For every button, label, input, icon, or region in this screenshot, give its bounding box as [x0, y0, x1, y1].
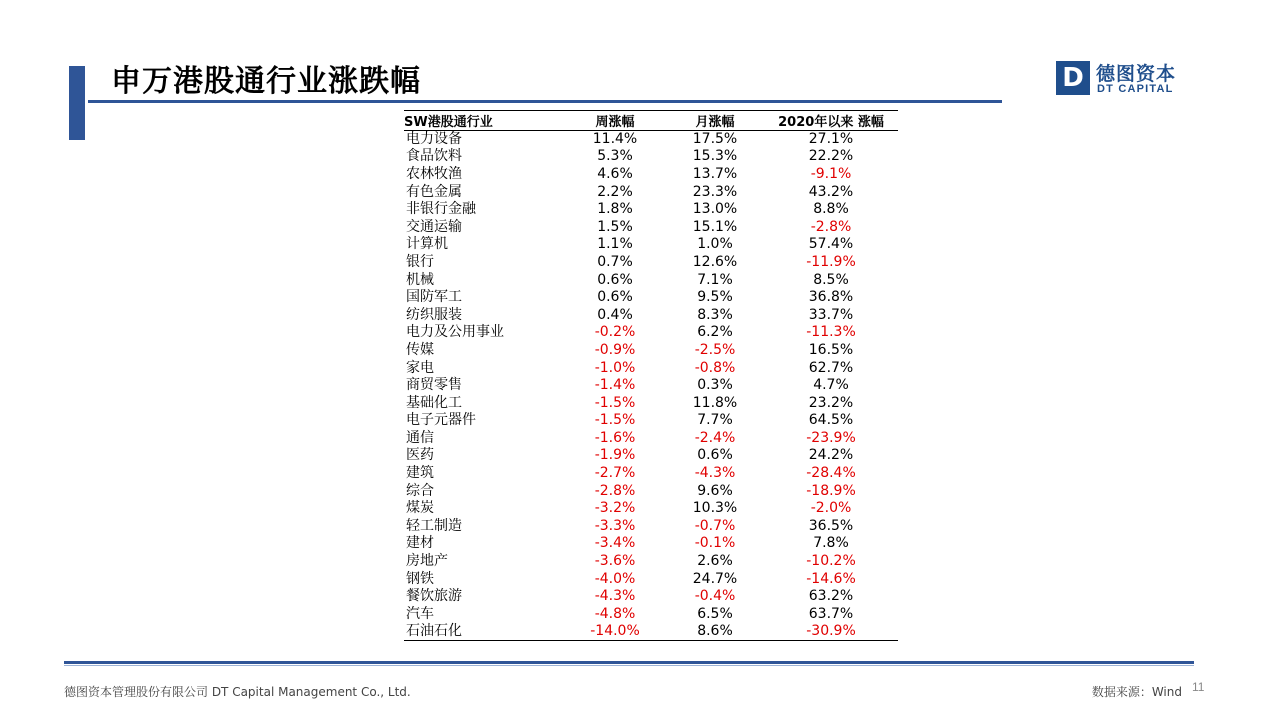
industry-name-cell: 计算机	[406, 236, 448, 253]
ytd-change-cell: -2.8%	[810, 218, 852, 235]
table-row	[404, 377, 898, 395]
ytd-change-cell: 64.5%	[808, 412, 854, 429]
ytd-change-cell: 27.1%	[808, 131, 854, 148]
monthly-change-cell: 8.3%	[697, 306, 733, 323]
table-row	[404, 131, 898, 149]
ytd-change-cell: 22.2%	[808, 148, 854, 165]
logo-mark-icon: D	[1056, 61, 1090, 95]
table-row	[404, 394, 898, 412]
monthly-change-cell: 13.0%	[692, 201, 738, 218]
industry-returns-table	[404, 110, 898, 641]
ytd-change-cell: 16.5%	[808, 341, 854, 358]
industry-name-cell: 家电	[406, 359, 434, 376]
monthly-change-cell: 15.1%	[692, 218, 738, 235]
ytd-change-cell: 36.5%	[808, 517, 854, 534]
industry-name-cell: 建材	[406, 535, 434, 552]
monthly-change-cell: 2.6%	[697, 553, 733, 570]
industry-name-cell: 煤炭	[406, 500, 434, 517]
monthly-change-cell: -4.3%	[694, 465, 736, 482]
table-row	[404, 201, 898, 219]
industry-name-cell: 电力及公用事业	[406, 324, 504, 341]
weekly-change-cell: 2.2%	[597, 183, 633, 200]
monthly-change-cell: -2.4%	[694, 429, 736, 446]
monthly-change-cell: 17.5%	[692, 131, 738, 148]
monthly-change-cell: 23.3%	[692, 183, 738, 200]
industry-name-cell: 通信	[406, 429, 434, 446]
monthly-change-cell: 7.1%	[697, 271, 733, 288]
industry-name-cell: 交通运输	[406, 218, 462, 235]
table-row	[404, 535, 898, 553]
weekly-change-cell: 5.3%	[597, 148, 633, 165]
monthly-change-cell: 0.6%	[697, 447, 733, 464]
industry-name-cell: 机械	[406, 271, 434, 288]
ytd-change-cell: 63.2%	[808, 588, 854, 605]
weekly-change-cell: -3.3%	[594, 517, 636, 534]
table-row	[404, 359, 898, 377]
weekly-change-cell: -14.0%	[564, 623, 666, 641]
industry-name-cell: 餐饮旅游	[406, 588, 462, 605]
monthly-change-cell: 0.3%	[697, 377, 733, 394]
monthly-change-cell: 11.8%	[692, 394, 738, 411]
weekly-change-cell: -3.6%	[594, 553, 636, 570]
table-row	[404, 166, 898, 184]
monthly-change-cell: 13.7%	[692, 165, 738, 182]
monthly-change-cell: 7.7%	[697, 412, 733, 429]
industry-name-cell: 电子元器件	[406, 412, 476, 429]
ytd-change-cell: -2.0%	[810, 500, 852, 517]
weekly-change-cell: -1.6%	[594, 429, 636, 446]
weekly-change-cell: -1.9%	[594, 447, 636, 464]
table-row	[404, 254, 898, 272]
table-row	[404, 148, 898, 166]
industry-name-cell: 传媒	[406, 341, 434, 358]
weekly-change-cell: 11.4%	[592, 131, 638, 148]
table-row	[404, 588, 898, 606]
ytd-change-cell: -9.1%	[810, 165, 852, 182]
monthly-change-cell: 6.2%	[697, 324, 733, 341]
table-row	[404, 553, 898, 571]
weekly-change-cell: 1.5%	[597, 218, 633, 235]
ytd-change-cell: 33.7%	[808, 306, 854, 323]
table-row	[404, 482, 898, 500]
industry-name-cell: 基础化工	[406, 394, 462, 411]
weekly-change-cell: -4.3%	[594, 588, 636, 605]
weekly-change-cell: 1.8%	[597, 201, 633, 218]
industry-name-cell: 钢铁	[406, 570, 434, 587]
table-row	[404, 324, 898, 342]
ytd-change-cell: 57.4%	[808, 236, 854, 253]
weekly-change-cell: -1.4%	[594, 377, 636, 394]
table-row	[404, 518, 898, 536]
industry-name-cell: 有色金属	[406, 183, 462, 200]
monthly-change-cell: -0.4%	[694, 588, 736, 605]
monthly-change-cell: -0.7%	[694, 517, 736, 534]
weekly-change-cell: 0.7%	[597, 253, 633, 270]
weekly-change-cell: 0.6%	[597, 271, 633, 288]
industry-name-cell: 石油石化	[404, 623, 564, 641]
weekly-change-cell: -0.2%	[594, 324, 636, 341]
weekly-change-cell: -3.4%	[594, 535, 636, 552]
industry-name-cell: 银行	[406, 253, 434, 270]
ytd-change-cell: 36.8%	[808, 289, 854, 306]
weekly-change-cell: 0.6%	[597, 289, 633, 306]
table-row	[404, 465, 898, 483]
ytd-change-cell: -10.2%	[806, 553, 856, 570]
ytd-change-cell: 62.7%	[808, 359, 854, 376]
industry-name-cell: 轻工制造	[406, 517, 462, 534]
weekly-change-cell: 1.1%	[597, 236, 633, 253]
industry-name-cell: 综合	[406, 482, 434, 499]
monthly-change-cell: 8.6%	[666, 623, 764, 641]
table-row	[404, 271, 898, 289]
weekly-change-cell: -1.0%	[594, 359, 636, 376]
weekly-change-cell: -0.9%	[594, 341, 636, 358]
table-row	[404, 570, 898, 588]
footer-data-source: 数据来源：Wind	[1091, 685, 1182, 699]
ytd-change-cell: 7.8%	[813, 535, 849, 552]
header-weekly-change: 周涨幅	[564, 111, 666, 131]
weekly-change-cell: 4.6%	[597, 165, 633, 182]
ytd-change-cell: -28.4%	[806, 465, 856, 482]
ytd-change-cell: 24.2%	[808, 447, 854, 464]
monthly-change-cell: 15.3%	[692, 148, 738, 165]
ytd-change-cell: 63.7%	[808, 605, 854, 622]
logo-chinese-name: 德图资本	[1096, 63, 1177, 85]
industry-name-cell: 医药	[406, 447, 434, 464]
ytd-change-cell: 8.5%	[813, 271, 849, 288]
industry-name-cell: 商贸零售	[406, 377, 462, 394]
weekly-change-cell: -2.8%	[594, 482, 636, 499]
ytd-change-cell: -11.3%	[806, 324, 856, 341]
table-row	[404, 447, 898, 465]
title-accent-bar	[69, 66, 85, 140]
monthly-change-cell: 9.6%	[697, 482, 733, 499]
ytd-change-cell: -30.9%	[764, 623, 898, 641]
weekly-change-cell: -4.8%	[594, 605, 636, 622]
table-row	[404, 342, 898, 360]
industry-name-cell: 汽车	[406, 605, 434, 622]
industry-name-cell: 食品饮料	[406, 148, 462, 165]
monthly-change-cell: 6.5%	[697, 605, 733, 622]
table-row	[404, 218, 898, 236]
weekly-change-cell: 0.4%	[597, 306, 633, 323]
table-header-row	[404, 111, 898, 131]
title-divider	[88, 100, 1002, 103]
monthly-change-cell: 10.3%	[692, 500, 738, 517]
monthly-change-cell: -0.1%	[694, 535, 736, 552]
ytd-change-cell: -23.9%	[806, 429, 856, 446]
weekly-change-cell: -3.2%	[594, 500, 636, 517]
table-row	[404, 412, 898, 430]
logo-english-name: DT CAPITAL	[1097, 83, 1174, 95]
table-row	[404, 183, 898, 201]
industry-name-cell: 房地产	[406, 553, 448, 570]
footer-company: 德图资本管理股份有限公司 DT Capital Management Co., Ltd.	[64, 685, 411, 699]
footer-divider-thin	[64, 665, 1194, 666]
page-number: 11	[1192, 680, 1205, 694]
monthly-change-cell: 9.5%	[697, 289, 733, 306]
table-row	[404, 430, 898, 448]
weekly-change-cell: -1.5%	[594, 394, 636, 411]
ytd-change-cell: 43.2%	[808, 183, 854, 200]
monthly-change-cell: 1.0%	[697, 236, 733, 253]
table-row	[404, 236, 898, 254]
table-row	[404, 306, 898, 324]
ytd-change-cell: 4.7%	[813, 377, 849, 394]
header-ytd-change: 2020年以来 涨幅	[764, 111, 898, 131]
industry-name-cell: 非银行金融	[406, 201, 476, 218]
weekly-change-cell: -2.7%	[594, 465, 636, 482]
industry-name-cell: 国防军工	[406, 289, 462, 306]
page-title: 申万港股通行业涨跌幅	[111, 64, 421, 99]
industry-name-cell: 纺织服装	[406, 306, 462, 323]
company-logo	[1056, 60, 1186, 100]
monthly-change-cell: 24.7%	[692, 570, 738, 587]
ytd-change-cell: 8.8%	[813, 201, 849, 218]
footer-divider	[64, 661, 1194, 664]
monthly-change-cell: 12.6%	[692, 253, 738, 270]
monthly-change-cell: -0.8%	[694, 359, 736, 376]
table-row	[404, 289, 898, 307]
industry-name-cell: 建筑	[406, 465, 434, 482]
header-industry: SW港股通行业	[404, 111, 564, 131]
table-row	[404, 500, 898, 518]
ytd-change-cell: -11.9%	[806, 253, 856, 270]
table-row	[404, 606, 898, 624]
table-row	[404, 623, 898, 641]
industry-name-cell: 电力设备	[406, 131, 462, 148]
weekly-change-cell: -4.0%	[594, 570, 636, 587]
weekly-change-cell: -1.5%	[594, 412, 636, 429]
monthly-change-cell: -2.5%	[694, 341, 736, 358]
ytd-change-cell: -18.9%	[806, 482, 856, 499]
industry-name-cell: 农林牧渔	[406, 165, 462, 182]
ytd-change-cell: 23.2%	[808, 394, 854, 411]
ytd-change-cell: -14.6%	[806, 570, 856, 587]
header-monthly-change: 月涨幅	[666, 111, 764, 131]
